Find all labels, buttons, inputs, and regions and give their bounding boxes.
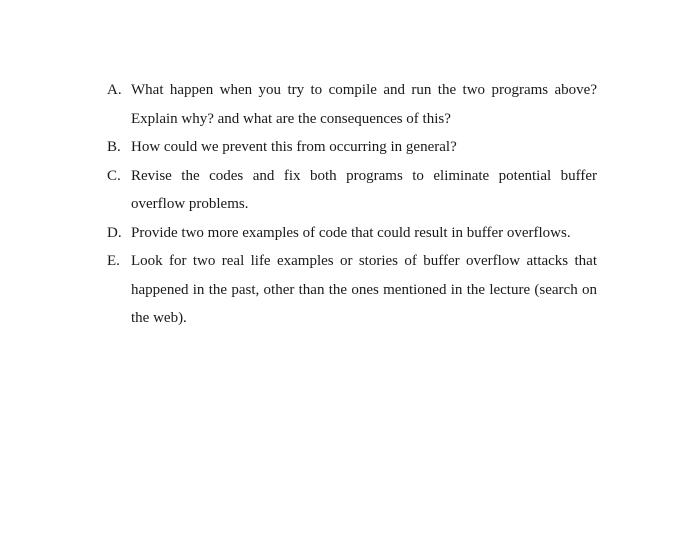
question-marker: C. — [107, 167, 121, 184]
question-item-e — [107, 247, 597, 333]
question-text: Look for two real life examples or stories of buffer overflow attacks that happened in the past, other than the ones mentioned in the lecture (search on the web). — [131, 253, 597, 326]
question-list — [107, 76, 597, 333]
question-item-d — [107, 219, 597, 248]
question-item-b — [107, 133, 597, 162]
question-marker: A. — [107, 82, 122, 98]
question-item-c — [107, 162, 597, 219]
question-text: What happen when you try to compile and run the two programs above? Explain why? and what are the consequences of this? — [131, 82, 597, 127]
question-text: Revise the codes and fix both programs to eliminate potential buffer overflow problems. — [131, 167, 597, 212]
question-marker: E. — [107, 253, 120, 269]
question-marker: B. — [107, 139, 121, 155]
question-text: Provide two more examples of code that could result in buffer overflows. — [131, 224, 571, 241]
question-text: How could we prevent this from occurring in general? — [131, 139, 457, 155]
question-marker: D. — [107, 224, 122, 241]
question-item-a — [107, 76, 597, 133]
